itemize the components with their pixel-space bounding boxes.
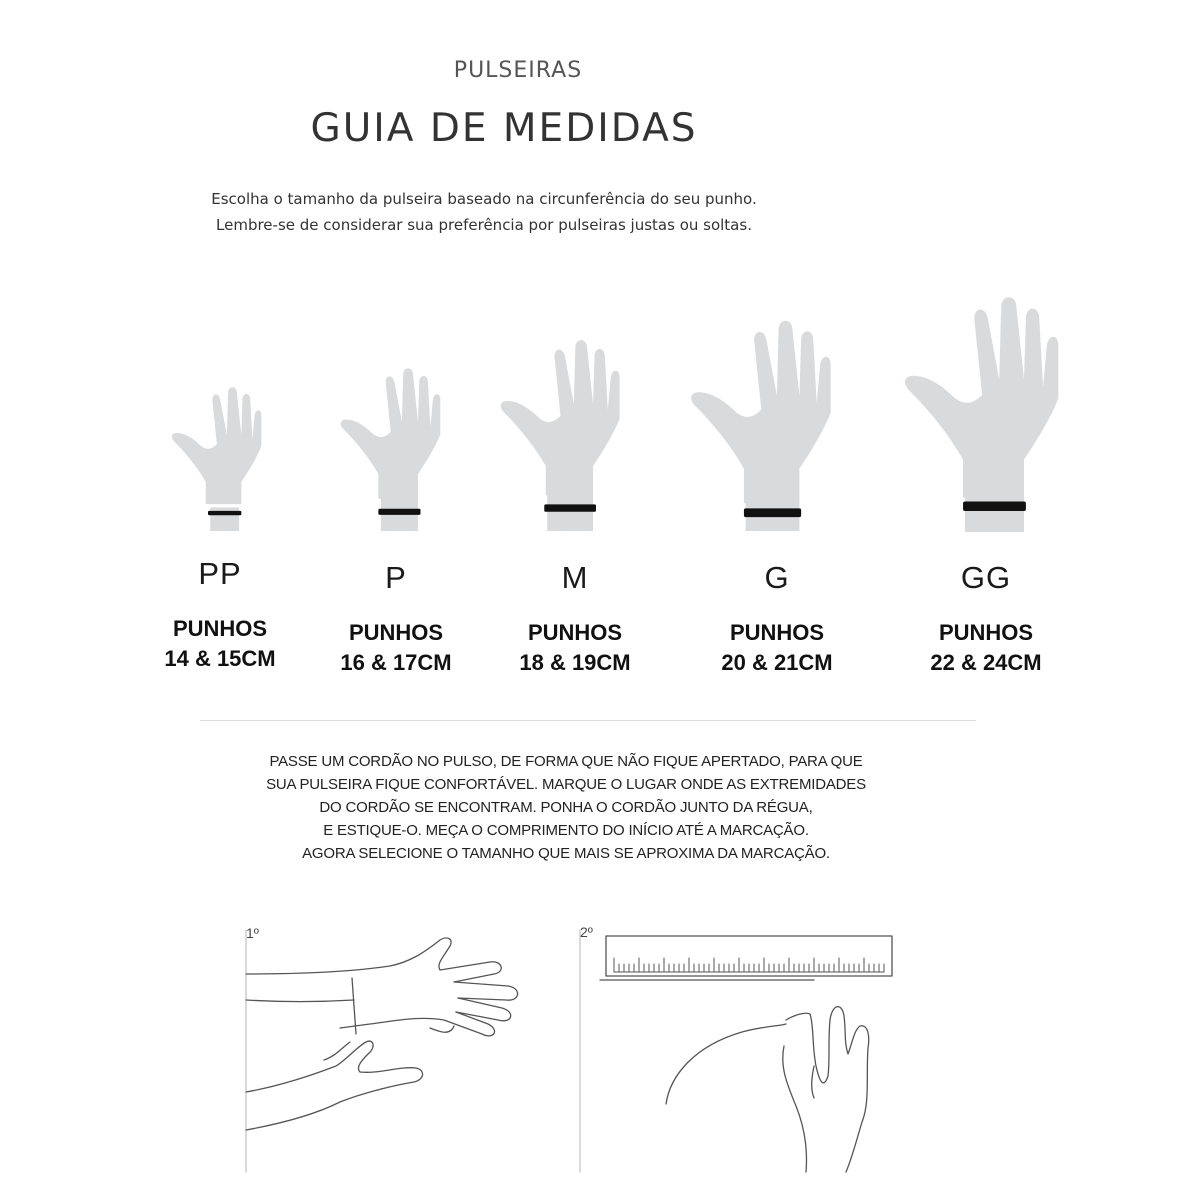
instruction-line: SUA PULSEIRA FIQUE CONFORTÁVEL. MARQUE O LUGAR ONDE AS EXTREMIDADES bbox=[266, 776, 866, 793]
wrist-measure-illustration-icon bbox=[240, 916, 576, 1180]
step-2-label: 2º bbox=[580, 924, 593, 940]
instruction-line: E ESTIQUE-O. MEÇA O COMPRIMENTO DO INÍCIO ATÉ A MARCAÇÃO. bbox=[323, 822, 809, 839]
ruler-measure-illustration-icon bbox=[574, 916, 910, 1180]
bracelet-band-p bbox=[378, 509, 420, 515]
size-label: PP bbox=[198, 556, 242, 591]
bracelet-band-m bbox=[544, 504, 596, 511]
wrist-size-range: 18 & 19CM bbox=[519, 650, 631, 675]
page-title: GUIA DE MEDIDAS bbox=[310, 106, 698, 151]
page-subtitle: PULSEIRAS bbox=[453, 58, 583, 83]
wrist-size-range: 22 & 24CM bbox=[930, 650, 1042, 675]
hand-g-icon bbox=[685, 316, 841, 531]
hand-m-icon bbox=[495, 336, 629, 531]
instruction-line: DO CORDÃO SE ENCONTRAM. PONHA O CORDÃO JUNTO DA RÉGUA, bbox=[319, 799, 813, 816]
bracelet-band-pp bbox=[208, 511, 241, 515]
size-column-gg bbox=[876, 560, 1096, 678]
wrist-size-title: PUNHOS bbox=[172, 616, 268, 641]
size-label: P bbox=[385, 560, 407, 595]
wrist-size bbox=[667, 618, 887, 678]
hand-pp-icon bbox=[168, 384, 268, 531]
wrist-size-title: PUNHOS bbox=[938, 620, 1034, 645]
size-column-m bbox=[465, 560, 685, 678]
section-divider bbox=[200, 720, 976, 721]
ruler-ticks bbox=[614, 958, 884, 972]
bracelet-band-g bbox=[744, 508, 801, 517]
intro-line-2: Lembre-se de considerar sua preferência por pulseiras justas ou soltas. bbox=[216, 216, 752, 234]
intro-line-1: Escolha o tamanho da pulseira baseado na circunferência do seu punho. bbox=[211, 190, 757, 208]
wrist-size bbox=[876, 618, 1096, 678]
size-label: M bbox=[561, 560, 589, 595]
wrist-size bbox=[465, 618, 685, 678]
instruction-line: AGORA SELECIONE O TAMANHO QUE MAIS SE APROXIMA DA MARCAÇÃO. bbox=[302, 845, 830, 862]
step-1-label: 1º bbox=[246, 925, 259, 941]
wrist-size-title: PUNHOS bbox=[527, 620, 623, 645]
instruction-line: PASSE UM CORDÃO NO PULSO, DE FORMA QUE NÃO FIQUE APERTADO, PARA QUE bbox=[269, 753, 863, 770]
wrist-size-range: 20 & 21CM bbox=[721, 650, 833, 675]
wrist-size-title: PUNHOS bbox=[729, 620, 825, 645]
wrist-size-range: 16 & 17CM bbox=[340, 650, 452, 675]
intro-text bbox=[0, 186, 968, 238]
hand-gg-icon bbox=[898, 292, 1070, 532]
size-label: GG bbox=[960, 560, 1012, 595]
instructions-text bbox=[0, 750, 1132, 865]
size-label: G bbox=[764, 560, 790, 595]
wrist-size-title: PUNHOS bbox=[348, 620, 444, 645]
bracelet-band-gg bbox=[963, 502, 1026, 512]
size-column-g bbox=[667, 560, 887, 678]
hand-p-icon bbox=[336, 365, 448, 531]
wrist-size-range: 14 & 15CM bbox=[164, 646, 276, 671]
